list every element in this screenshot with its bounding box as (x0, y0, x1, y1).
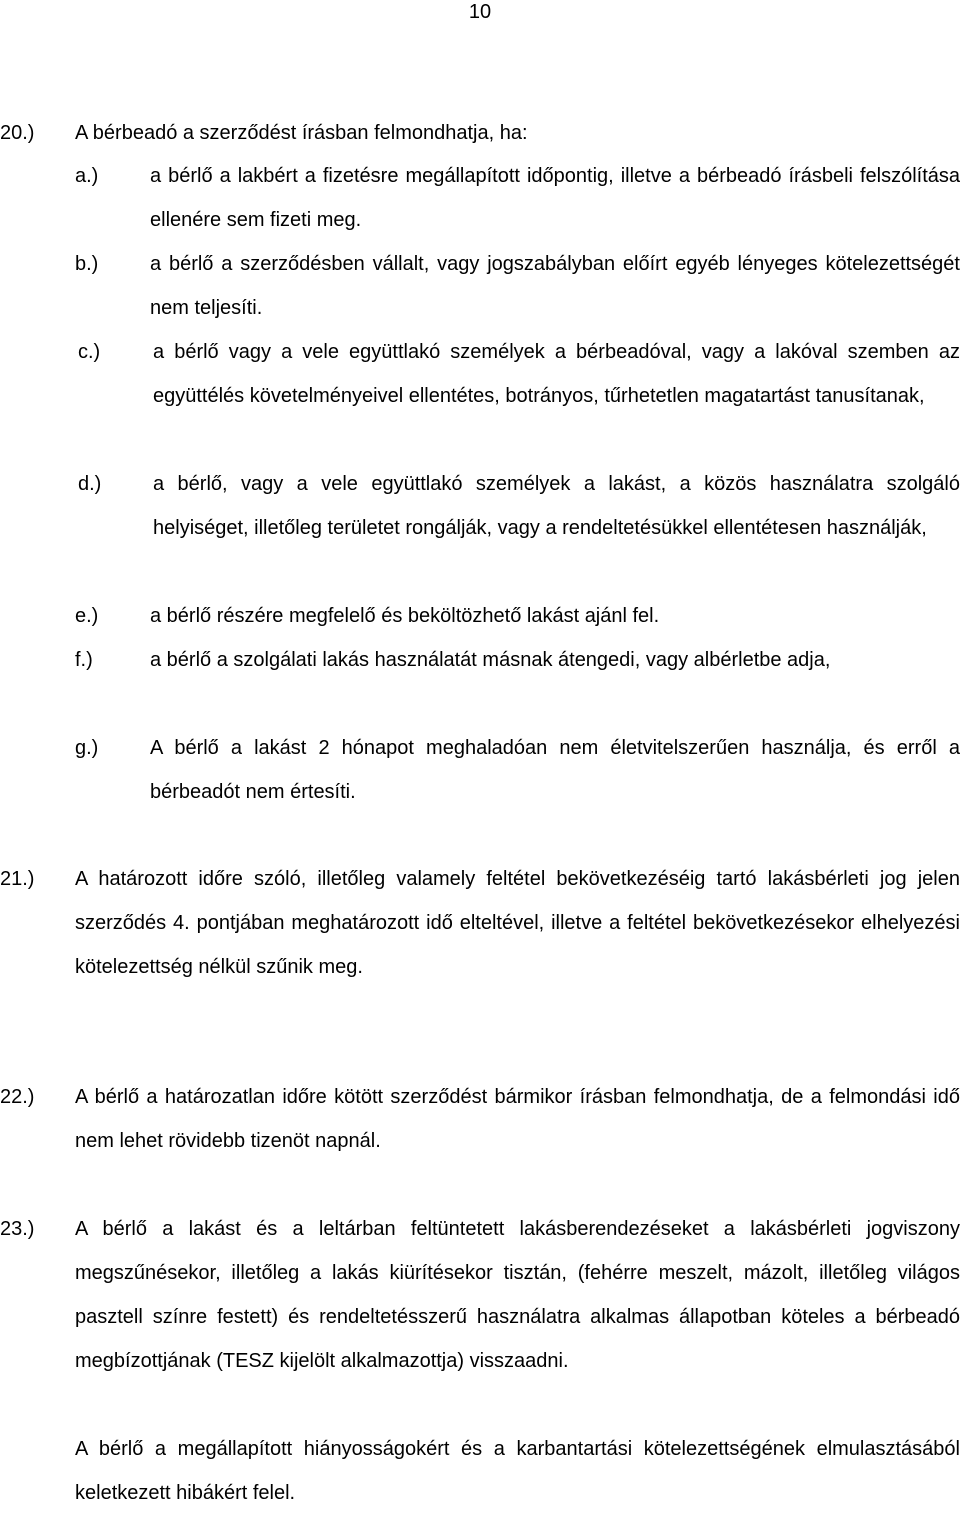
item-label: d.) (78, 473, 102, 495)
item-text: a bérlő, vagy a vele együttlakó személyek a lakást, a közös használatra szolgáló helyiséget, illetőleg területet rongálják, vagy a rendeltetésükkel ellentétesen használják, (153, 473, 960, 539)
item-text: a bérlő a lakbért a fizetésre megállapított időpontig, illetve a bérbeadó írásbeli felszólítása ellenére sem fizeti meg. (150, 165, 960, 231)
page-number: 10 (468, 1, 492, 23)
section-intro: A bérbeadó a szerződést írásban felmondhatja, ha: (75, 122, 528, 144)
section-number: 23.) (0, 1218, 35, 1240)
section-number: 20.) (0, 122, 35, 144)
item-label: g.) (75, 737, 99, 759)
item-text: A bérlő a lakást 2 hónapot meghaladóan nem életvitelszerűen használja, és erről a bérbeadót nem értesíti. (150, 737, 960, 803)
item-label: e.) (75, 605, 99, 627)
item-label: b.) (75, 253, 99, 275)
section-text: A határozott időre szóló, illetőleg valamely feltétel bekövetkezéséig tartó lakásbérleti jog jelen szerződés 4. pontjában meghatározott idő elteltével, illetve a feltétel bekövetkezésekor elhelyezési kötelezettség nélkül szűnik meg. (75, 868, 960, 978)
item-text: a bérlő vagy a vele együttlakó személyek a bérbeadóval, vagy a lakóval szemben az együttélés követelményeivel ellentétes, botrányos, tűrhetetlen magatartást tanusítanak, (153, 341, 960, 407)
section-text: A bérlő a határozatlan időre kötött szerződést bármikor írásban felmondhatja, de a felmondási idő nem lehet rövidebb tizenöt napnál. (75, 1086, 960, 1152)
item-label: a.) (75, 165, 99, 187)
closing-paragraph: A bérlő a megállapított hiányosságokért és a karbantartási kötelezettségének elmulasztásából keletkezett hibákért felel. (75, 1438, 960, 1504)
section-number: 21.) (0, 868, 35, 890)
section-text: A bérlő a lakást és a leltárban feltüntetett lakásberendezéseket a lakásbérleti jogviszony megszűnésekor, illetőleg a lakás kiürítésekor tisztán, (fehérre meszelt, mázolt, illetőleg világos pasztell színre festett) és rendeltetésszerű használatra alkalmas állapotban köteles a bérbeadó megbízottjának (TESZ kijelölt alkalmazottja) visszaadni. (75, 1218, 960, 1372)
section-number: 22.) (0, 1086, 35, 1108)
item-text: a bérlő a szolgálati lakás használatát másnak átengedi, vagy albérletbe adja, (150, 649, 831, 671)
item-label: f.) (75, 649, 93, 671)
item-text: a bérlő a szerződésben vállalt, vagy jogszabályban előírt egyéb lényeges kötelezettségét nem teljesíti. (150, 253, 960, 319)
item-label: c.) (78, 341, 101, 363)
item-text: a bérlő részére megfelelő és beköltözhető lakást ajánl fel. (150, 605, 660, 627)
